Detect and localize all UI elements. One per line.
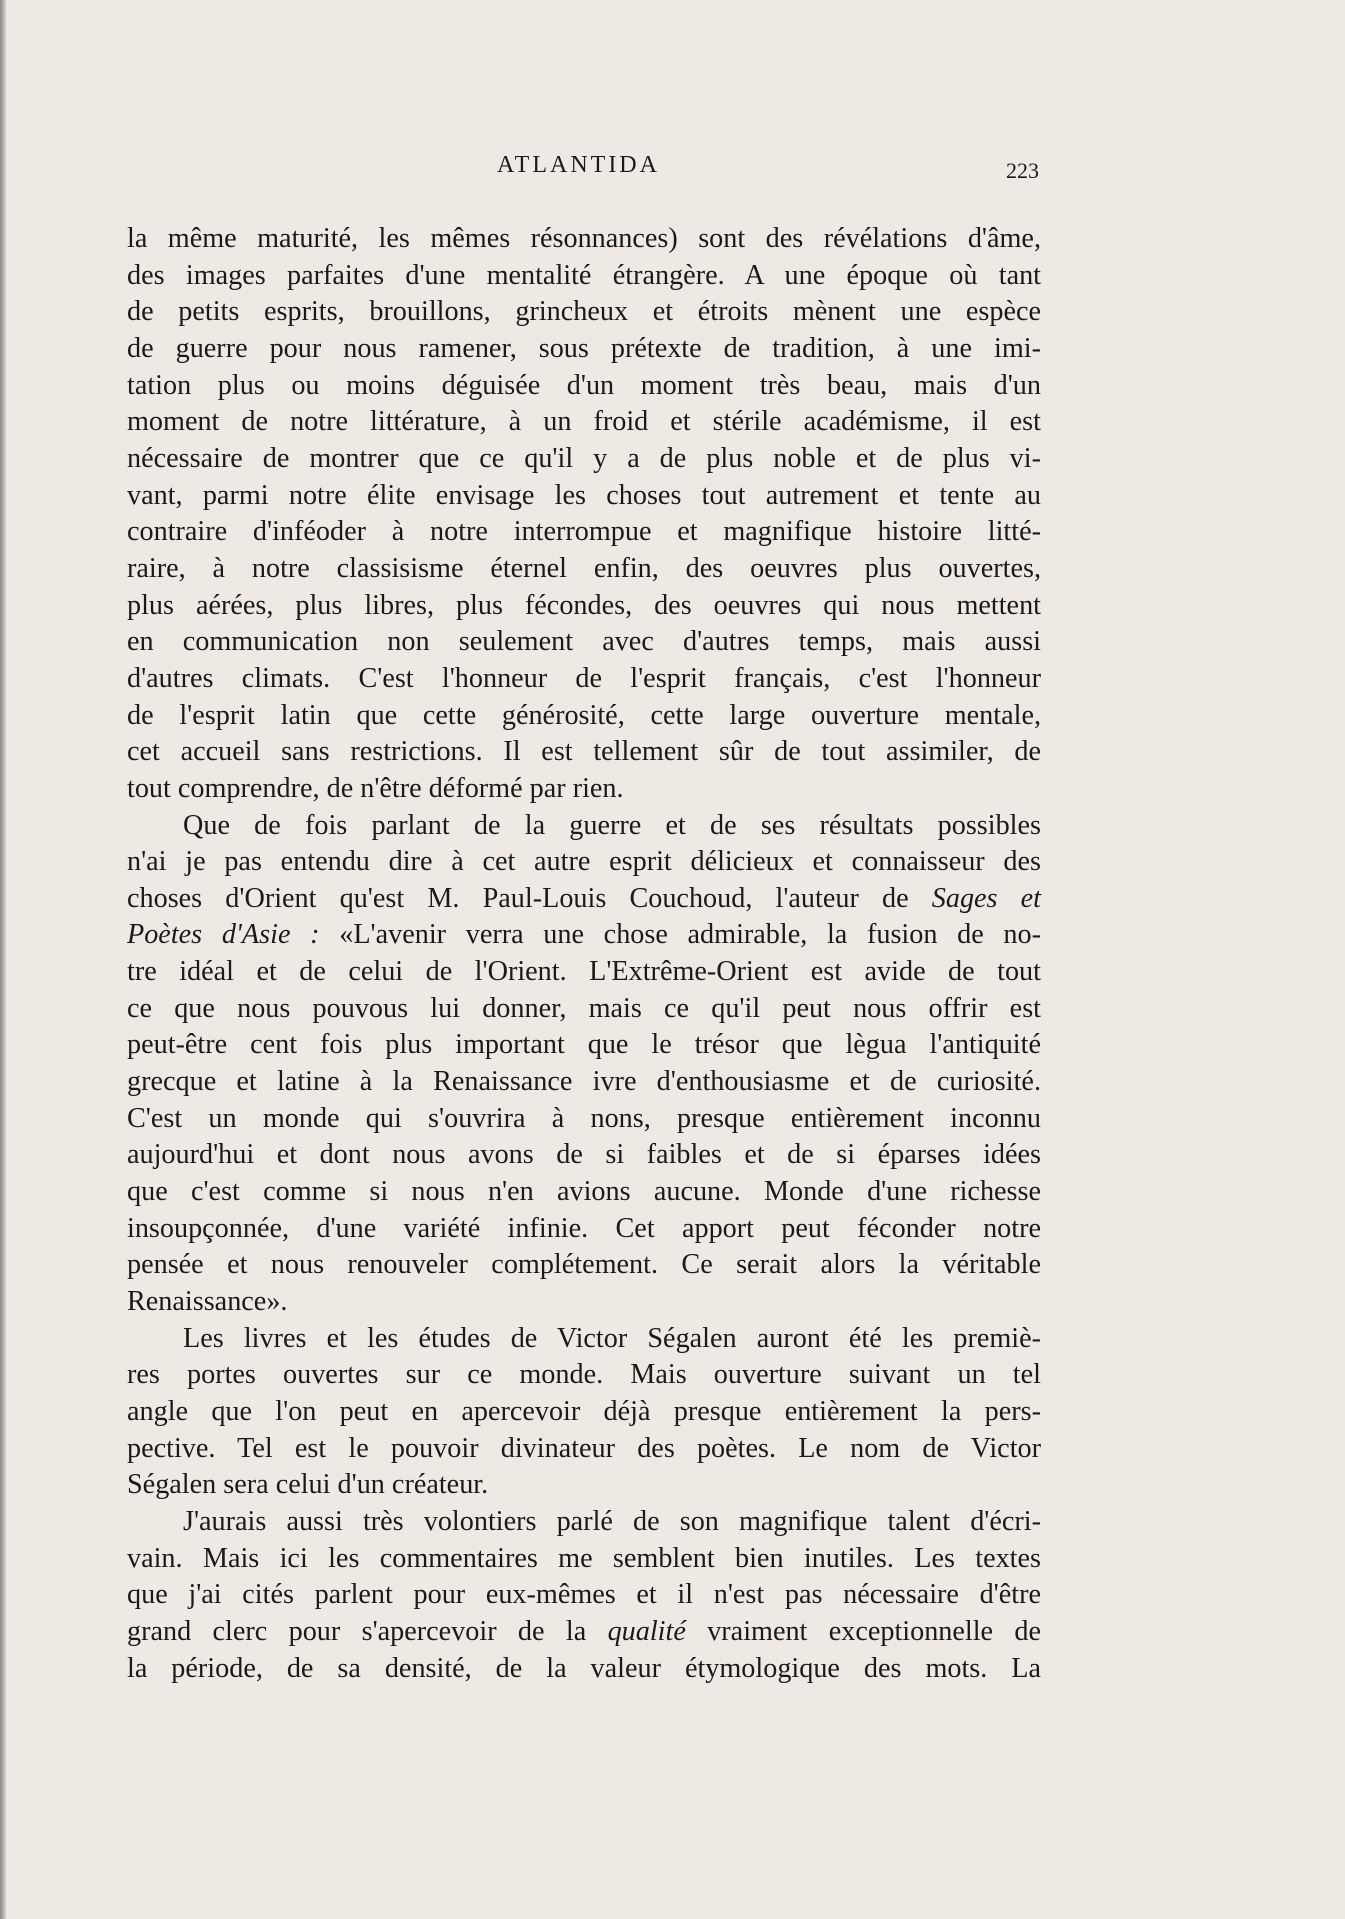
text-segment: choses d'Orient qu'est M. Paul-Louis Couchoud, l'auteur de bbox=[127, 882, 909, 914]
text-line: raire, à notre classisisme éternel enfin, des oeuvres plus ouvertes, bbox=[127, 552, 1041, 584]
text-line: la période, de sa densité, de la valeur étymologique des mots. La bbox=[127, 1652, 1041, 1684]
text-line: Les livres et les études de Victor Ségalen auront été les premiè- bbox=[183, 1322, 1041, 1354]
text-segment: vraiment exceptionnelle de bbox=[707, 1615, 1042, 1647]
text-line: J'aurais aussi très volontiers parlé de son magnifique talent d'écri- bbox=[183, 1505, 1041, 1537]
book-title-italic: Poètes d'Asie : bbox=[127, 919, 320, 951]
text-line: la même maturité, les mêmes résonnances) sont des révélations d'âme, bbox=[127, 223, 1041, 254]
text-line: tation plus ou moins déguisée d'un moment très beau, mais d'un bbox=[127, 369, 1041, 401]
text-line: peut-être cent fois plus important que le trésor que lègua l'antiquité bbox=[127, 1029, 1041, 1061]
text-line: cet accueil sans restrictions. Il est tellement sûr de tout assimiler, de bbox=[127, 736, 1041, 768]
text-line: vain. Mais ici les commentaires me semblent bien inutiles. Les textes bbox=[127, 1542, 1041, 1574]
text-line: Que de fois parlant de la guerre et de ses résultats possibles bbox=[183, 809, 1041, 841]
text-line bbox=[127, 1614, 1041, 1651]
text-line: res portes ouvertes sur ce monde. Mais ouverture suivant un tel bbox=[127, 1359, 1041, 1391]
text-line: aujourd'hui et dont nous avons de si faibles et de si éparses idées bbox=[127, 1139, 1041, 1171]
text-line: plus aérées, plus libres, plus fécondes, des oeuvres qui nous mettent bbox=[127, 589, 1041, 621]
text-line: insoupçonnée, d'une variété infinie. Cet apport peut féconder notre bbox=[127, 1212, 1041, 1244]
text-line: vant, parmi notre élite envisage les choses tout autrement et tente au bbox=[127, 479, 1041, 511]
text-line: n'ai je pas entendu dire à cet autre esprit délicieux et connaisseur des bbox=[127, 846, 1041, 878]
text-line: en communication non seulement avec d'autres temps, mais aussi bbox=[127, 626, 1041, 658]
book-title-italic: Sages et bbox=[931, 882, 1042, 914]
running-title: ATLANTIDA bbox=[497, 152, 660, 178]
text-line: des images parfaites d'une mentalité étrangère. A une époque où tant bbox=[127, 259, 1041, 291]
paragraph-1 bbox=[127, 221, 1041, 808]
text-segment: grand clerc pour s'apercevoir de la bbox=[127, 1615, 587, 1647]
text-line: C'est un monde qui s'ouvrira à nons, presque entièrement inconnu bbox=[127, 1102, 1041, 1134]
text-line: Renaissance». bbox=[127, 1286, 288, 1318]
text-line: contraire d'inféoder à notre interrompue et magnifique histoire litté- bbox=[127, 516, 1041, 548]
text-line: ce que nous pouvous lui donner, mais ce qu'il peut nous offrir est bbox=[127, 992, 1041, 1024]
text-line bbox=[127, 881, 1041, 918]
running-head bbox=[0, 152, 1345, 192]
paragraph-4 bbox=[127, 1504, 1041, 1687]
text-line bbox=[127, 917, 1041, 954]
text-line: angle que l'on peut en apercevoir déjà presque entièrement la pers- bbox=[127, 1396, 1041, 1427]
text-segment: «L'avenir verra une chose admirable, la fusion de no- bbox=[339, 919, 1041, 951]
text-line: Ségalen sera celui d'un créateur. bbox=[127, 1469, 489, 1501]
text-line: de petits esprits, brouillons, grincheux et étroits mènent une espèce bbox=[127, 296, 1041, 328]
text-line: moment de notre littérature, à un froid et stérile académisme, il est bbox=[127, 406, 1041, 438]
text-line: que c'est comme si nous n'en avions aucune. Monde d'une richesse bbox=[127, 1176, 1041, 1208]
text-line: nécessaire de montrer que ce qu'il y a de plus noble et de plus vi- bbox=[127, 442, 1041, 474]
page-edge bbox=[0, 0, 6, 1919]
paragraph-2 bbox=[127, 808, 1041, 1321]
text-line: pensée et nous renouveler complétement. Ce serait alors la véritable bbox=[127, 1249, 1041, 1281]
text-line: d'autres climats. C'est l'honneur de l'esprit français, c'est l'honneur bbox=[127, 662, 1041, 694]
text-line: pective. Tel est le pouvoir divinateur des poètes. Le nom de Victor bbox=[127, 1432, 1041, 1464]
page-number: 223 bbox=[1006, 158, 1039, 183]
text-line: de guerre pour nous ramener, sous prétexte de tradition, à une imi- bbox=[127, 332, 1041, 364]
paragraph-3 bbox=[127, 1321, 1041, 1504]
emphasis-italic: qualité bbox=[607, 1615, 686, 1647]
text-line: tre idéal et de celui de l'Orient. L'Extrême-Orient est avide de tout bbox=[127, 956, 1041, 988]
text-line: de l'esprit latin que cette générosité, cette large ouverture mentale, bbox=[127, 699, 1041, 731]
text-line: tout comprendre, de n'être déformé par rien. bbox=[127, 772, 624, 804]
text-line: grecque et latine à la Renaissance ivre d'enthousiasme et de curiosité. bbox=[127, 1066, 1041, 1098]
text-body bbox=[127, 221, 1041, 1687]
text-line: que j'ai cités parlent pour eux-mêmes et il n'est pas nécessaire d'être bbox=[127, 1579, 1041, 1611]
